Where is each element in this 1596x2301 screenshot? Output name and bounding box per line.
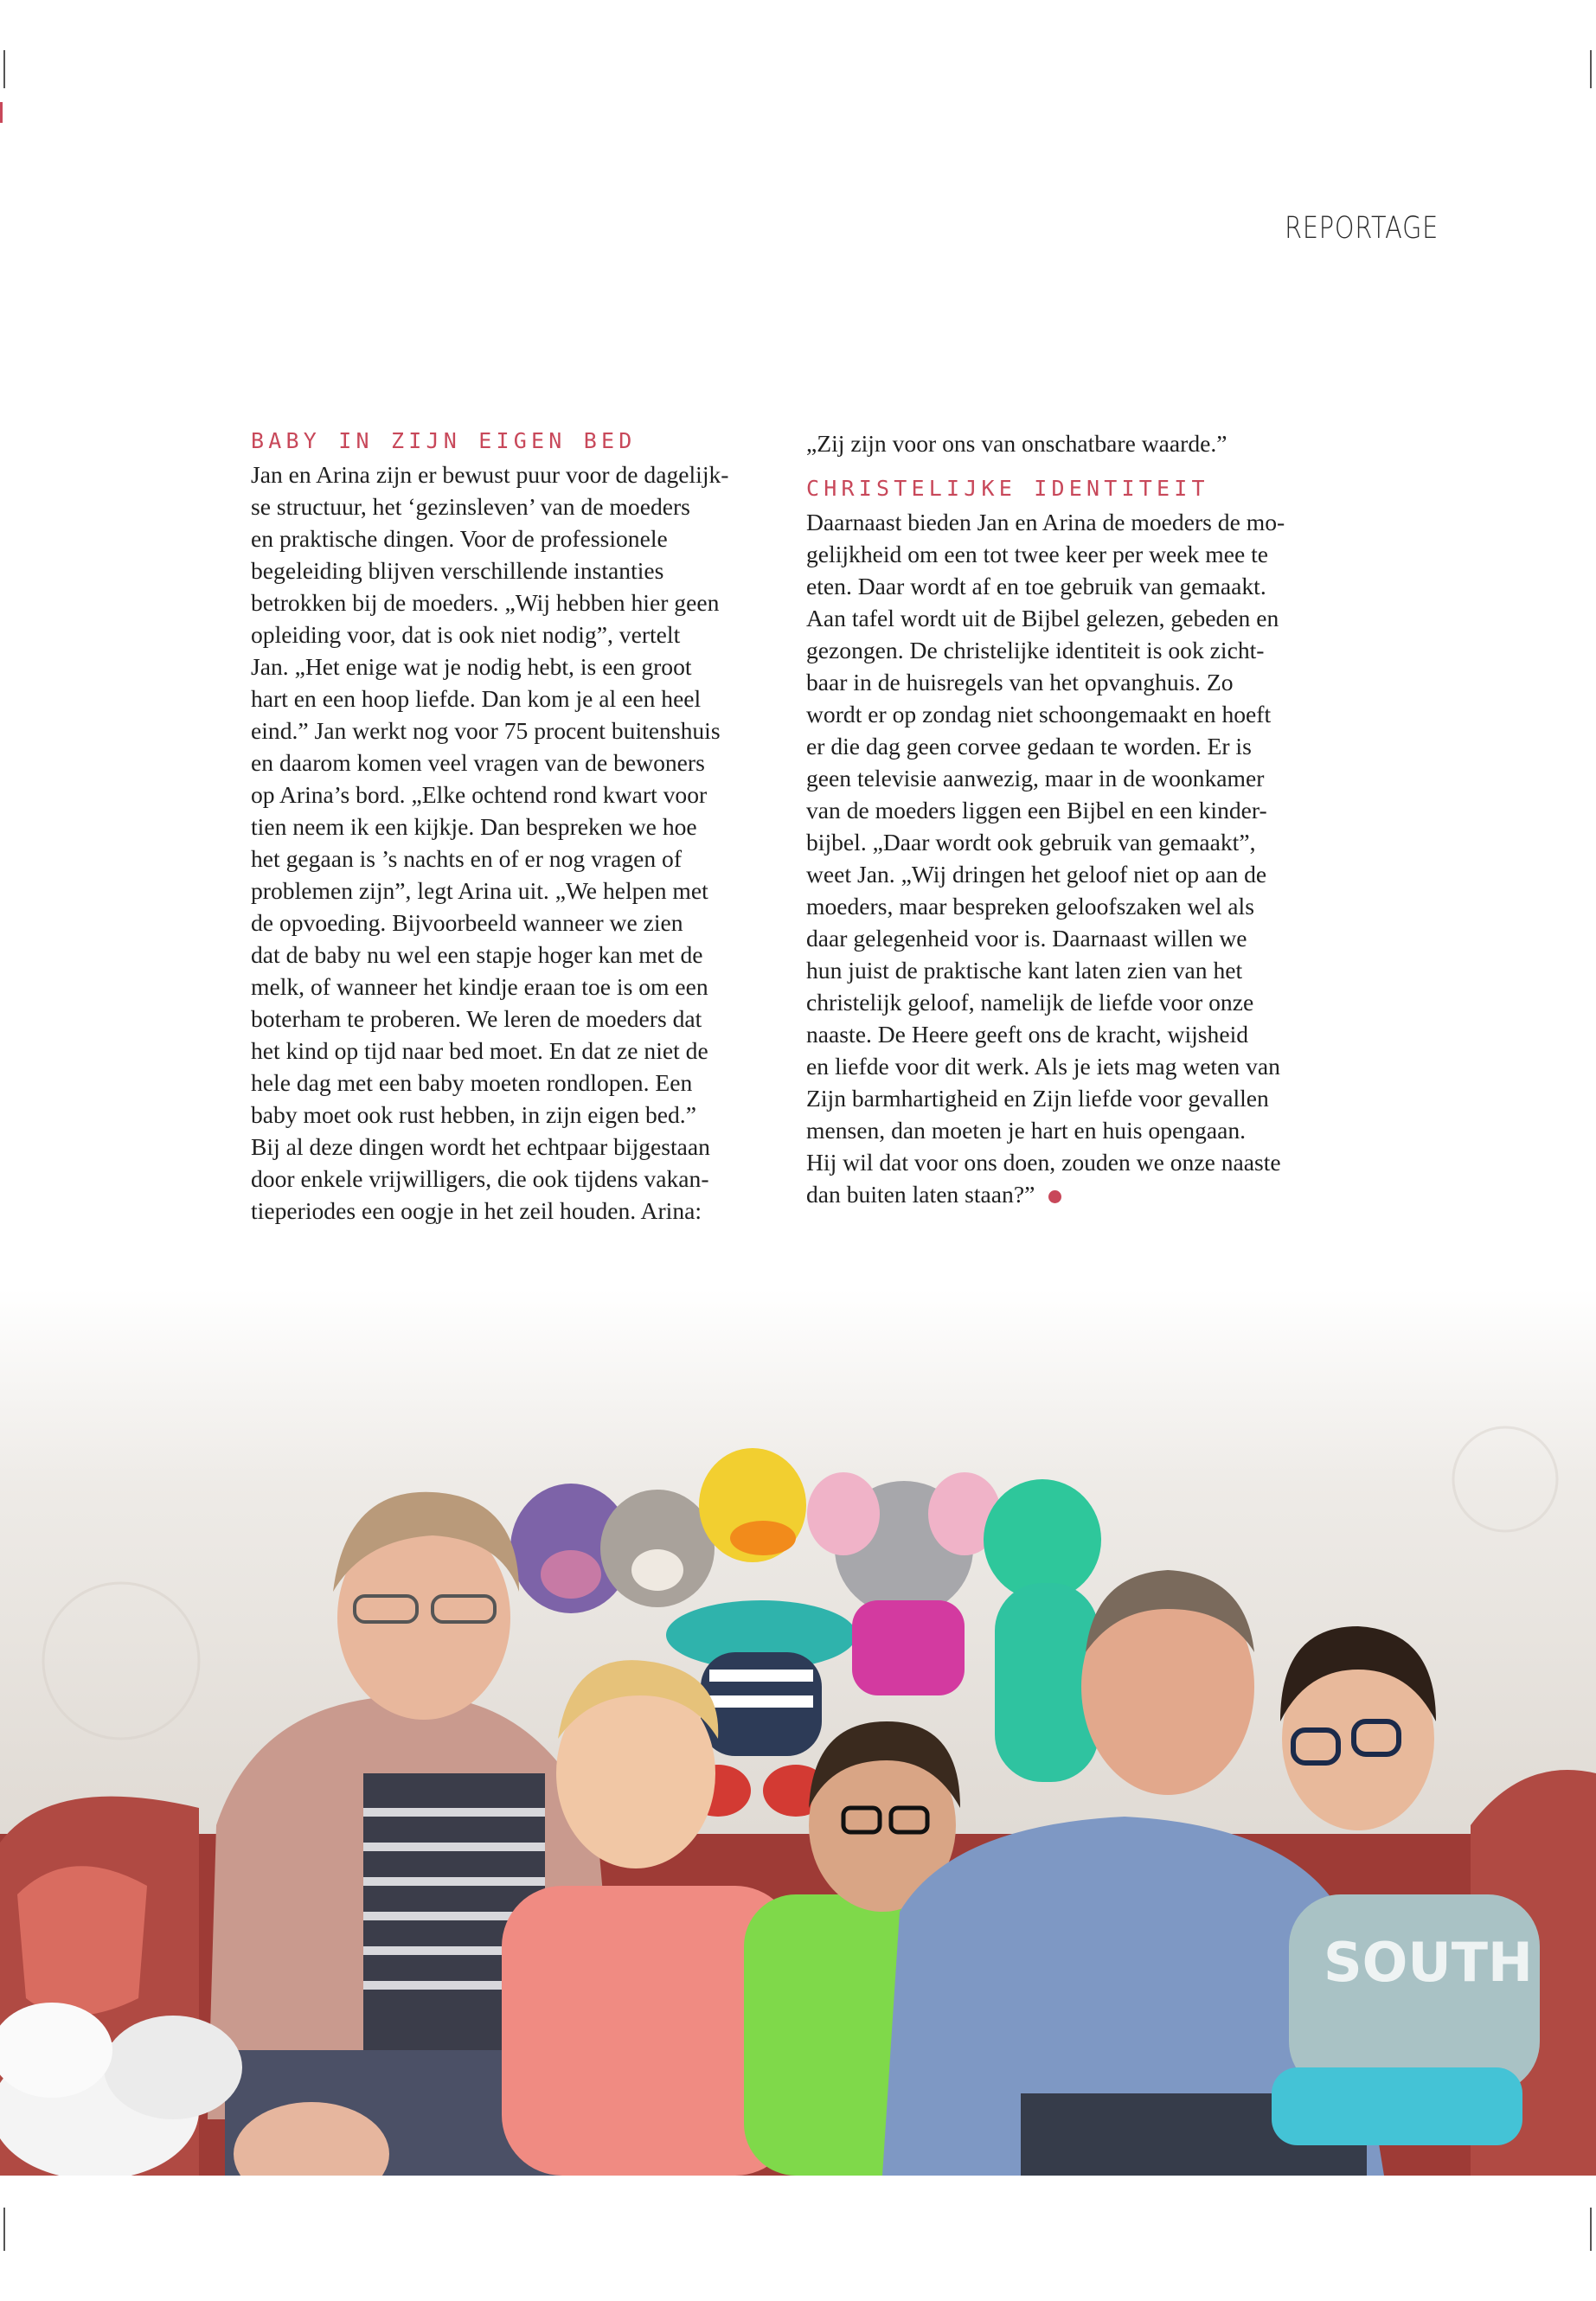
crop-mark-bottom-left bbox=[3, 2208, 5, 2251]
text-line: bijbel. „Daar wordt ook gebruik van gemaakt”, bbox=[806, 829, 1256, 856]
left-body-text bbox=[251, 458, 770, 1227]
left-column bbox=[251, 427, 770, 1227]
text-line: christelijk geloof, namelijk de liefde voor onze bbox=[806, 989, 1254, 1016]
crop-mark-top-left bbox=[3, 50, 5, 88]
text-line: eind.” Jan werkt nog voor 75 procent buitenshuis bbox=[251, 717, 721, 744]
right-column bbox=[806, 427, 1325, 1210]
text-line: eten. Daar wordt af en toe gebruik van gemaakt. bbox=[806, 573, 1266, 599]
text-line: het kind op tijd naar bed moet. En dat ze niet de bbox=[251, 1037, 708, 1064]
text-line: en liefde voor dit werk. Als je iets mag weten van bbox=[806, 1053, 1280, 1080]
text-line: problemen zijn”, legt Arina uit. „We helpen met bbox=[251, 877, 708, 904]
crop-mark-bottom-right bbox=[1590, 2208, 1592, 2251]
right-heading: CHRISTELIJKE IDENTITEIT bbox=[806, 476, 1209, 501]
right-intro-line: „Zij zijn voor ons van onschatbare waarde.” bbox=[806, 430, 1227, 457]
text-line: weet Jan. „Wij dringen het geloof niet op aan de bbox=[806, 861, 1267, 888]
text-line: Zijn barmhartigheid en Zijn liefde voor gevallen bbox=[806, 1085, 1269, 1112]
text-line: begeleiding blijven verschillende instanties bbox=[251, 557, 664, 584]
text-line: geen televisie aanwezig, maar in de woonkamer bbox=[806, 765, 1265, 792]
text-line: naaste. De Heere geeft ons de kracht, wijsheid bbox=[806, 1021, 1249, 1048]
text-line: betrokken bij de moeders. „Wij hebben hier geen bbox=[251, 589, 720, 616]
crop-mark-red bbox=[0, 102, 3, 123]
text-line: de opvoeding. Bijvoorbeeld wanneer we zien bbox=[251, 909, 683, 936]
right-last-line: dan buiten laten staan?” bbox=[806, 1178, 1325, 1210]
text-line: dat de baby nu wel een stapje hoger kan met de bbox=[251, 941, 703, 968]
crop-mark-top-right bbox=[1590, 50, 1592, 88]
text-line: Bij al deze dingen wordt het echtpaar bijgestaan bbox=[251, 1133, 710, 1160]
end-dot-icon bbox=[1048, 1190, 1061, 1203]
text-line: Aan tafel wordt uit de Bijbel gelezen, gebeden en bbox=[806, 605, 1279, 631]
family-photo-illustration bbox=[0, 1289, 1596, 2176]
text-line: en praktische dingen. Voor de professionele bbox=[251, 525, 668, 552]
text-line: op Arina’s bord. „Elke ochtend rond kwart voor bbox=[251, 781, 708, 808]
text-line: daar gelegenheid voor is. Daarnaast willen we bbox=[806, 925, 1247, 952]
text-line: gezongen. De christelijke identiteit is ook zicht- bbox=[806, 637, 1265, 663]
text-line: van de moeders liggen een Bijbel en een kinder- bbox=[806, 797, 1267, 824]
text-line: en daarom komen veel vragen van de bewoners bbox=[251, 749, 705, 776]
text-line: gelijkheid om een tot twee keer per week mee te bbox=[806, 541, 1269, 567]
text-line: baby moet ook rust hebben, in zijn eigen bed.” bbox=[251, 1101, 696, 1128]
text-line: hart en een hoop liefde. Dan kom je al een heel bbox=[251, 685, 702, 712]
text-line: baar in de huisregels van het opvanghuis. Zo bbox=[806, 669, 1234, 695]
family-photo bbox=[0, 1289, 1596, 2176]
text-line: boterham te proberen. We leren de moeders dat bbox=[251, 1005, 702, 1032]
text-line: Jan en Arina zijn er bewust puur voor de dagelijk- bbox=[251, 461, 729, 488]
text-line: er die dag geen corvee gedaan te worden. Er is bbox=[806, 733, 1252, 760]
section-label: REPORTAGE bbox=[1284, 211, 1439, 246]
text-line: moeders, maar bespreken geloofszaken wel als bbox=[806, 893, 1254, 920]
shirt-print: SOUTH bbox=[1324, 1931, 1533, 1994]
text-line: Hij wil dat voor ons doen, zouden we onze naaste bbox=[806, 1149, 1281, 1176]
text-line: wordt er op zondag niet schoongemaakt en hoeft bbox=[806, 701, 1272, 727]
right-body-text bbox=[806, 506, 1325, 1178]
text-line: tieperiodes een oogje in het zeil houden. Arina: bbox=[251, 1197, 702, 1224]
text-line: Daarnaast bieden Jan en Arina de moeders de mo- bbox=[806, 509, 1285, 535]
text-line: hele dag met een baby moeten rondlopen. Een bbox=[251, 1069, 693, 1096]
text-line: opleiding voor, dat is ook niet nodig”, vertelt bbox=[251, 621, 681, 648]
text-line: se structuur, het ‘gezinsleven’ van de moeders bbox=[251, 493, 690, 520]
text-line: tien neem ik een kijkje. Dan bespreken we hoe bbox=[251, 813, 697, 840]
left-heading: BABY IN ZIJN EIGEN BED bbox=[251, 428, 637, 453]
text-line: hun juist de praktische kant laten zien van het bbox=[806, 957, 1243, 984]
text-line: melk, of wanneer het kindje eraan toe is om een bbox=[251, 973, 708, 1000]
text-line: mensen, dan moeten je hart en huis opengaan. bbox=[806, 1117, 1247, 1144]
text-line: door enkele vrijwilligers, die ook tijdens vakan- bbox=[251, 1165, 709, 1192]
text-line: Jan. „Het enige wat je nodig hebt, is een groot bbox=[251, 653, 692, 680]
text-line: het gegaan is ’s nachts en of er nog vragen of bbox=[251, 845, 683, 872]
